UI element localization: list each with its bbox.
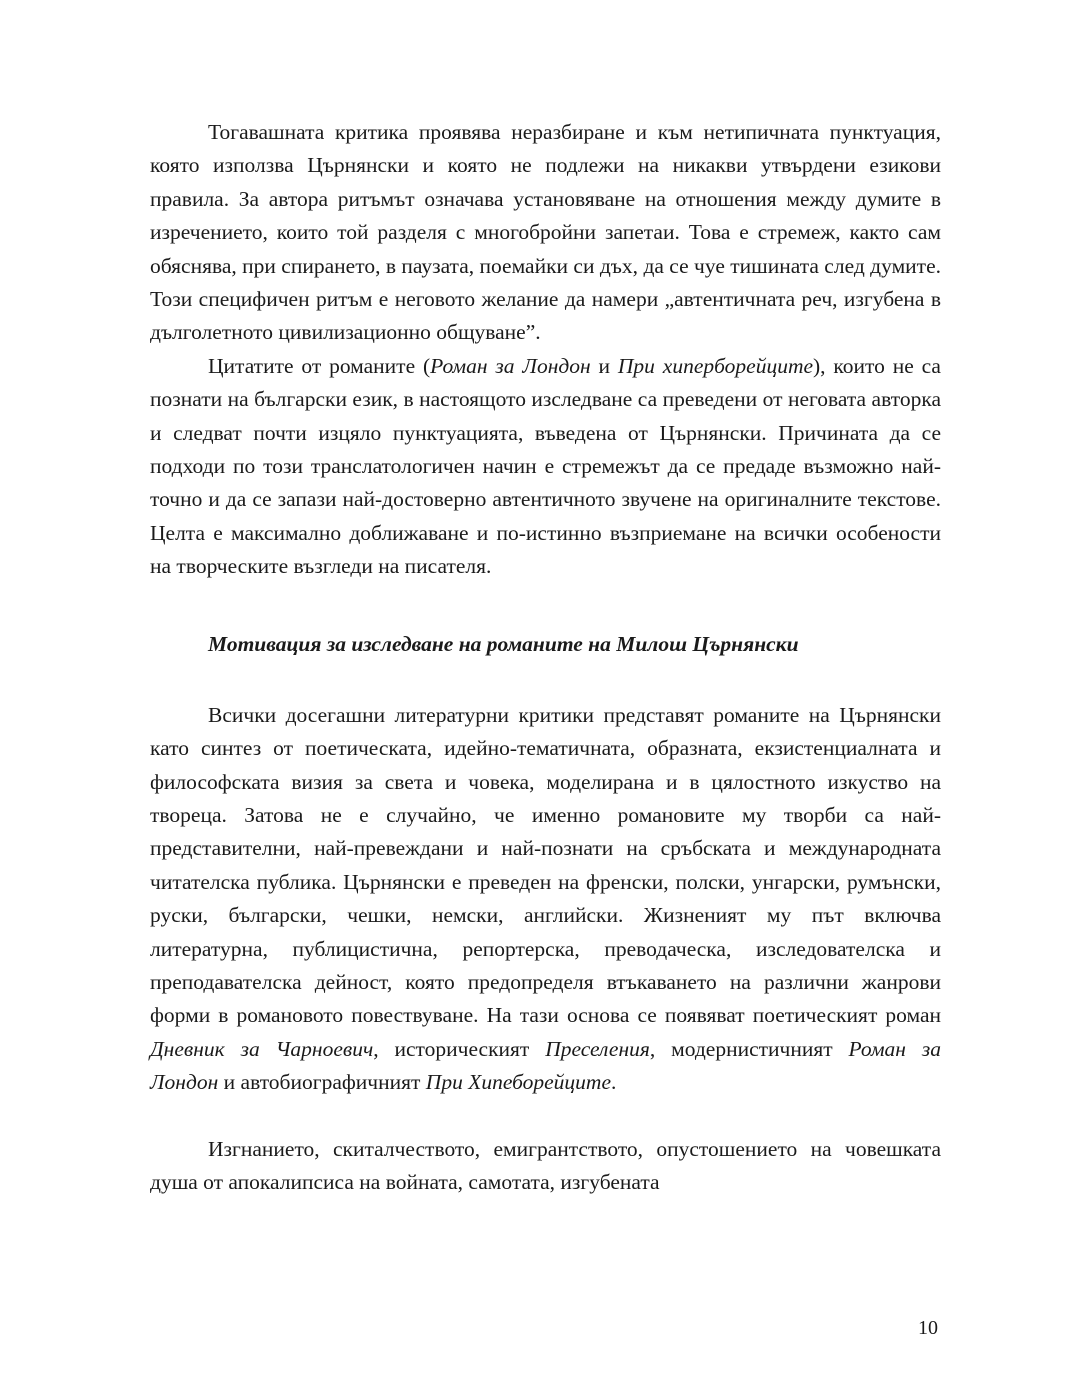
- text-run: , модернистичният: [649, 1036, 849, 1061]
- novel-title-london: Роман за Лондон: [430, 353, 591, 378]
- text-run: и автобиографичният: [218, 1070, 426, 1095]
- paragraph-punctuation-criticism: Тогавашната критика проявява неразбиране и към нетипичната пунктуация, която използва Църнянски и която не подлежи на никакви утвърдени езикови правила. За автора ритъмът означава установяване на отношения между думите в изречението, които той разделя с многобройни запетаи. Това е стремеж, както сам обяснява, при спирането, в паузата, поемайки си дъх, да се чуе тишината след думите. Този специфичен ритъм е неговото желание да намери „автентичната реч, изгубена в дълголетното цивилизационно общуване”.: [150, 120, 941, 345]
- novel-title-london: Роман за Лондон: [150, 1036, 941, 1095]
- novel-title-diary: Дневник за Чарноевич: [150, 1036, 374, 1061]
- text-run: .: [610, 1070, 617, 1095]
- text-run: и: [590, 353, 618, 378]
- paragraph-translation-note: [150, 350, 941, 584]
- document-page: [150, 116, 941, 1199]
- novel-title-hyperboreans: При хиперборейците: [617, 353, 814, 378]
- text-run: Всички досегашни литературни критики представят романите на Църнянски като синтез от поетическата, идейно-тематичната, образната, екзистенциалната и философската визия за света и човека, моделирана и в цялостното изкуство на твореца. Затова не е случайно, че именно романовите му творби са най-представителни, най-превеждани и най-познати на сръбската и международната читателска публика. Църнянски е преведен на френски, полски, унгарски, румънски, руски, български, чешки, немски, английски. Жизненият му път включва литературна, публицистична, репортерска, преводаческа, изследователска и преподавателска дейност, която предопределя втъкаването на различни жанрови форми в романовото повествуване. На тази основа се появяват поетическият роман: [150, 702, 941, 1028]
- text-run: ), които не са познати на български език, в настоящото изследване са преведени от неговата авторка и следват почти изцяло пунктуацията, въведена от Църнянски. Причината да се подходи по този транслатологичен начин е стремежът да се предаде възможно най-точно и да се запази най-достоверно автентичното звучене на оригиналните текстове. Целта е максимално доближаване и по-истинно възприемане на всички особености на творческите възгледи на писателя.: [150, 353, 941, 579]
- text-run: Цитатите от романите (: [208, 353, 431, 378]
- paragraph-critics-overview: [150, 699, 941, 1100]
- paragraph-exile: Изгнанието, скиталчеството, емигрантството, опустошението на човешката душа от апокалипсиса на войната, самотата, изгубената: [150, 1136, 941, 1194]
- novel-title-migrations: Преселения: [545, 1036, 650, 1061]
- page-number: 10: [918, 1317, 938, 1339]
- section-heading: Мотивация за изследване на романите на Милош Църнянски: [208, 631, 799, 656]
- novel-title-hyperboreans: При Хипеборейците: [425, 1070, 611, 1095]
- text-run: , историческият: [373, 1036, 546, 1061]
